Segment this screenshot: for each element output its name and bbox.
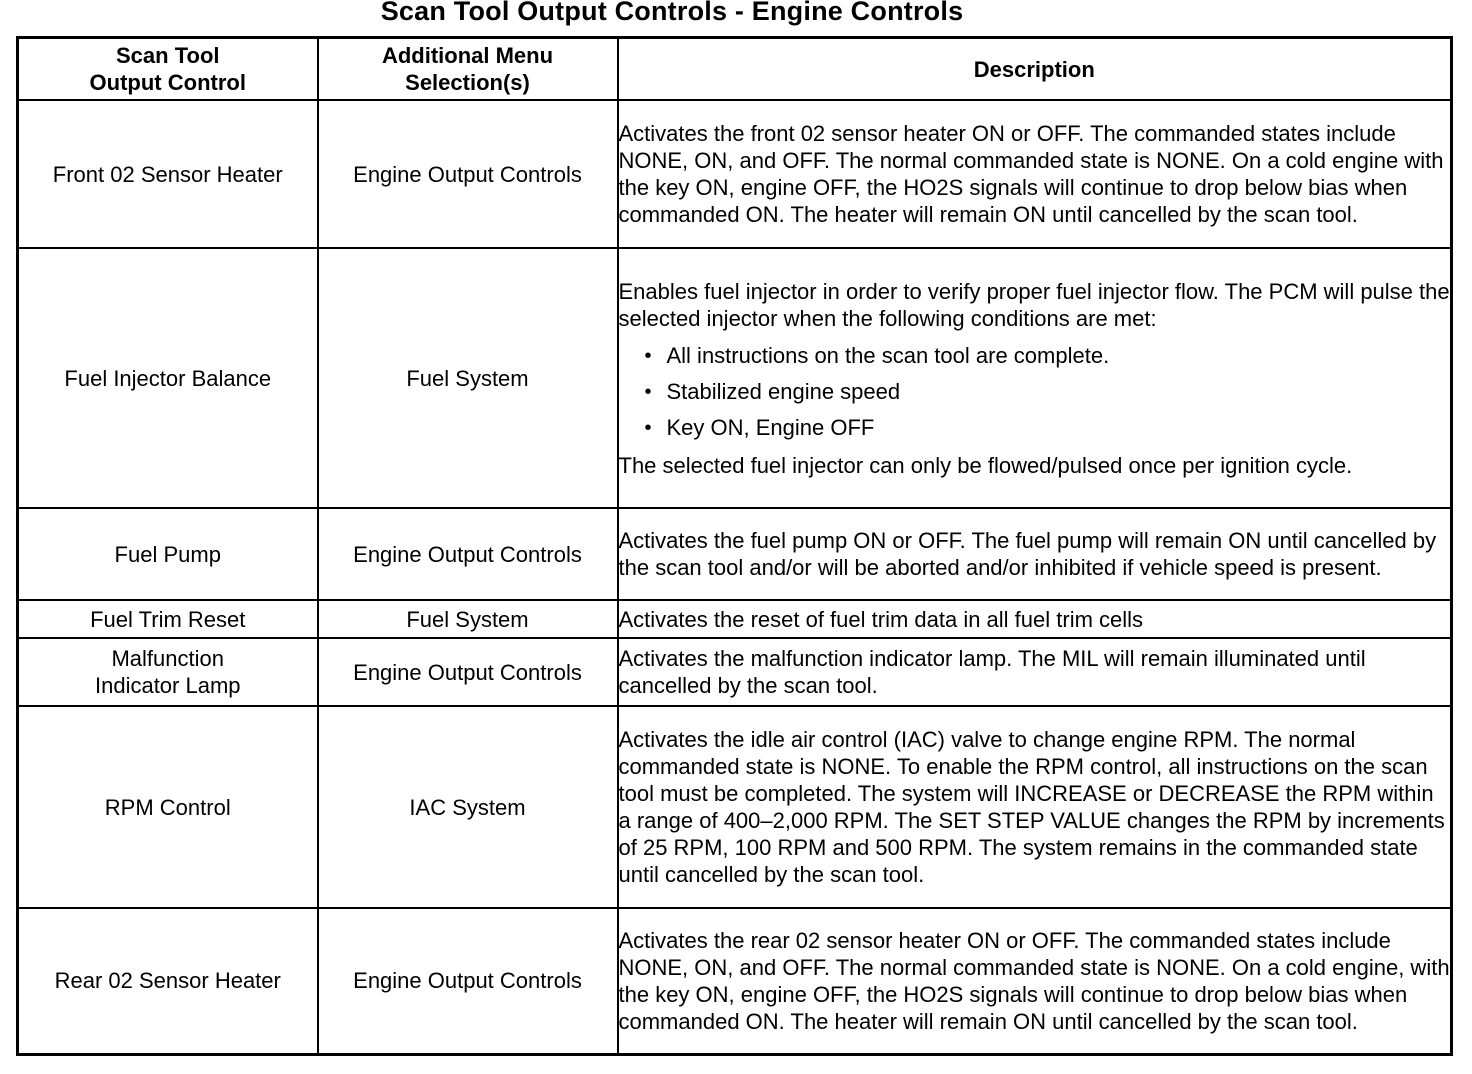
cell-description: Activates the idle air control (IAC) valve to change engine RPM. The normal commanded state is NONE. To enable the RPM control, all instructions on the scan tool must be completed. The system will INCREASE or DECREASE the RPM within a range of 400–2,000 RPM. The SET STEP VALUE changes the RPM by increments of 25 RPM, 100 RPM and 500 RPM. The system remains in the commanded state until cancelled by the scan tool. [618,706,1452,908]
cell-menu-selection: Engine Output Controls [318,638,618,706]
bullet-icon: • [644,344,652,367]
table-row [18,908,1452,1054]
bullet-icon: • [644,380,652,403]
cell-description [618,248,1452,508]
conditions-list [619,338,1451,446]
cell-output-control: Fuel Injector Balance [18,248,318,508]
description-intro: Enables fuel injector in order to verify proper fuel injector flow. The PCM will pulse the selected injector when the following conditions are met: [618,278,1450,331]
list-item-text: Key ON, Engine OFF [666,414,875,440]
table-row [18,508,1452,600]
cell-description: Activates the front 02 sensor heater ON or OFF. The commanded states include NONE, ON, and OFF. The normal commanded state is NONE. On a cold engine with the key ON, engine OFF, the HO2S signals will continue to drop below bias when commanded ON. The heater will remain ON until cancelled by the scan tool. [618,100,1452,248]
cell-output-control: Malfunction Indicator Lamp [18,638,318,706]
cell-output-control: RPM Control [18,706,318,908]
output-controls-table [16,36,1453,1056]
description-outro: The selected fuel injector can only be flowed/pulsed once per ignition cycle. [618,452,1353,478]
cell-description: Activates the rear 02 sensor heater ON or OFF. The commanded states include NONE, ON, and OFF. The normal commanded state is NONE. On a cold engine, with the key ON, engine OFF, the HO2S signals will continue to drop below bias when commanded ON. The heater will remain ON until cancelled by the scan tool. [618,908,1452,1054]
cell-menu-selection: Engine Output Controls [318,100,618,248]
cell-output-control: Rear 02 Sensor Heater [18,908,318,1054]
header-output-control: Scan Tool Output Control [18,38,318,101]
cell-menu-selection: Fuel System [318,600,618,638]
cell-description: Activates the fuel pump ON or OFF. The fuel pump will remain ON until cancelled by the scan tool and/or will be aborted and/or inhibited if vehicle speed is present. [618,508,1452,600]
table-row [18,248,1452,508]
table-row [18,638,1452,706]
cell-menu-selection: Engine Output Controls [318,508,618,600]
cell-output-control: Front 02 Sensor Heater [18,100,318,248]
page-title: Scan Tool Output Controls - Engine Controls [380,0,964,26]
table-row [18,706,1452,908]
table-row [18,600,1452,638]
header-menu-selection: Additional Menu Selection(s) [318,38,618,101]
cell-output-control: Fuel Trim Reset [18,600,318,638]
bullet-icon: • [644,416,652,439]
table-header-row [18,38,1452,101]
list-item-text: Stabilized engine speed [666,378,901,404]
cell-menu-selection: Engine Output Controls [318,908,618,1054]
list-item [643,410,1451,446]
cell-output-control: Fuel Pump [18,508,318,600]
cell-menu-selection: Fuel System [318,248,618,508]
list-item-text: All instructions on the scan tool are complete. [666,342,1110,368]
header-description: Description [618,38,1452,101]
cell-description: Activates the reset of fuel trim data in all fuel trim cells [618,600,1452,638]
list-item [643,338,1451,374]
cell-menu-selection: IAC System [318,706,618,908]
table-row [18,100,1452,248]
list-item [643,374,1451,410]
cell-description: Activates the malfunction indicator lamp. The MIL will remain illuminated until cancelled by the scan tool. [618,638,1452,706]
